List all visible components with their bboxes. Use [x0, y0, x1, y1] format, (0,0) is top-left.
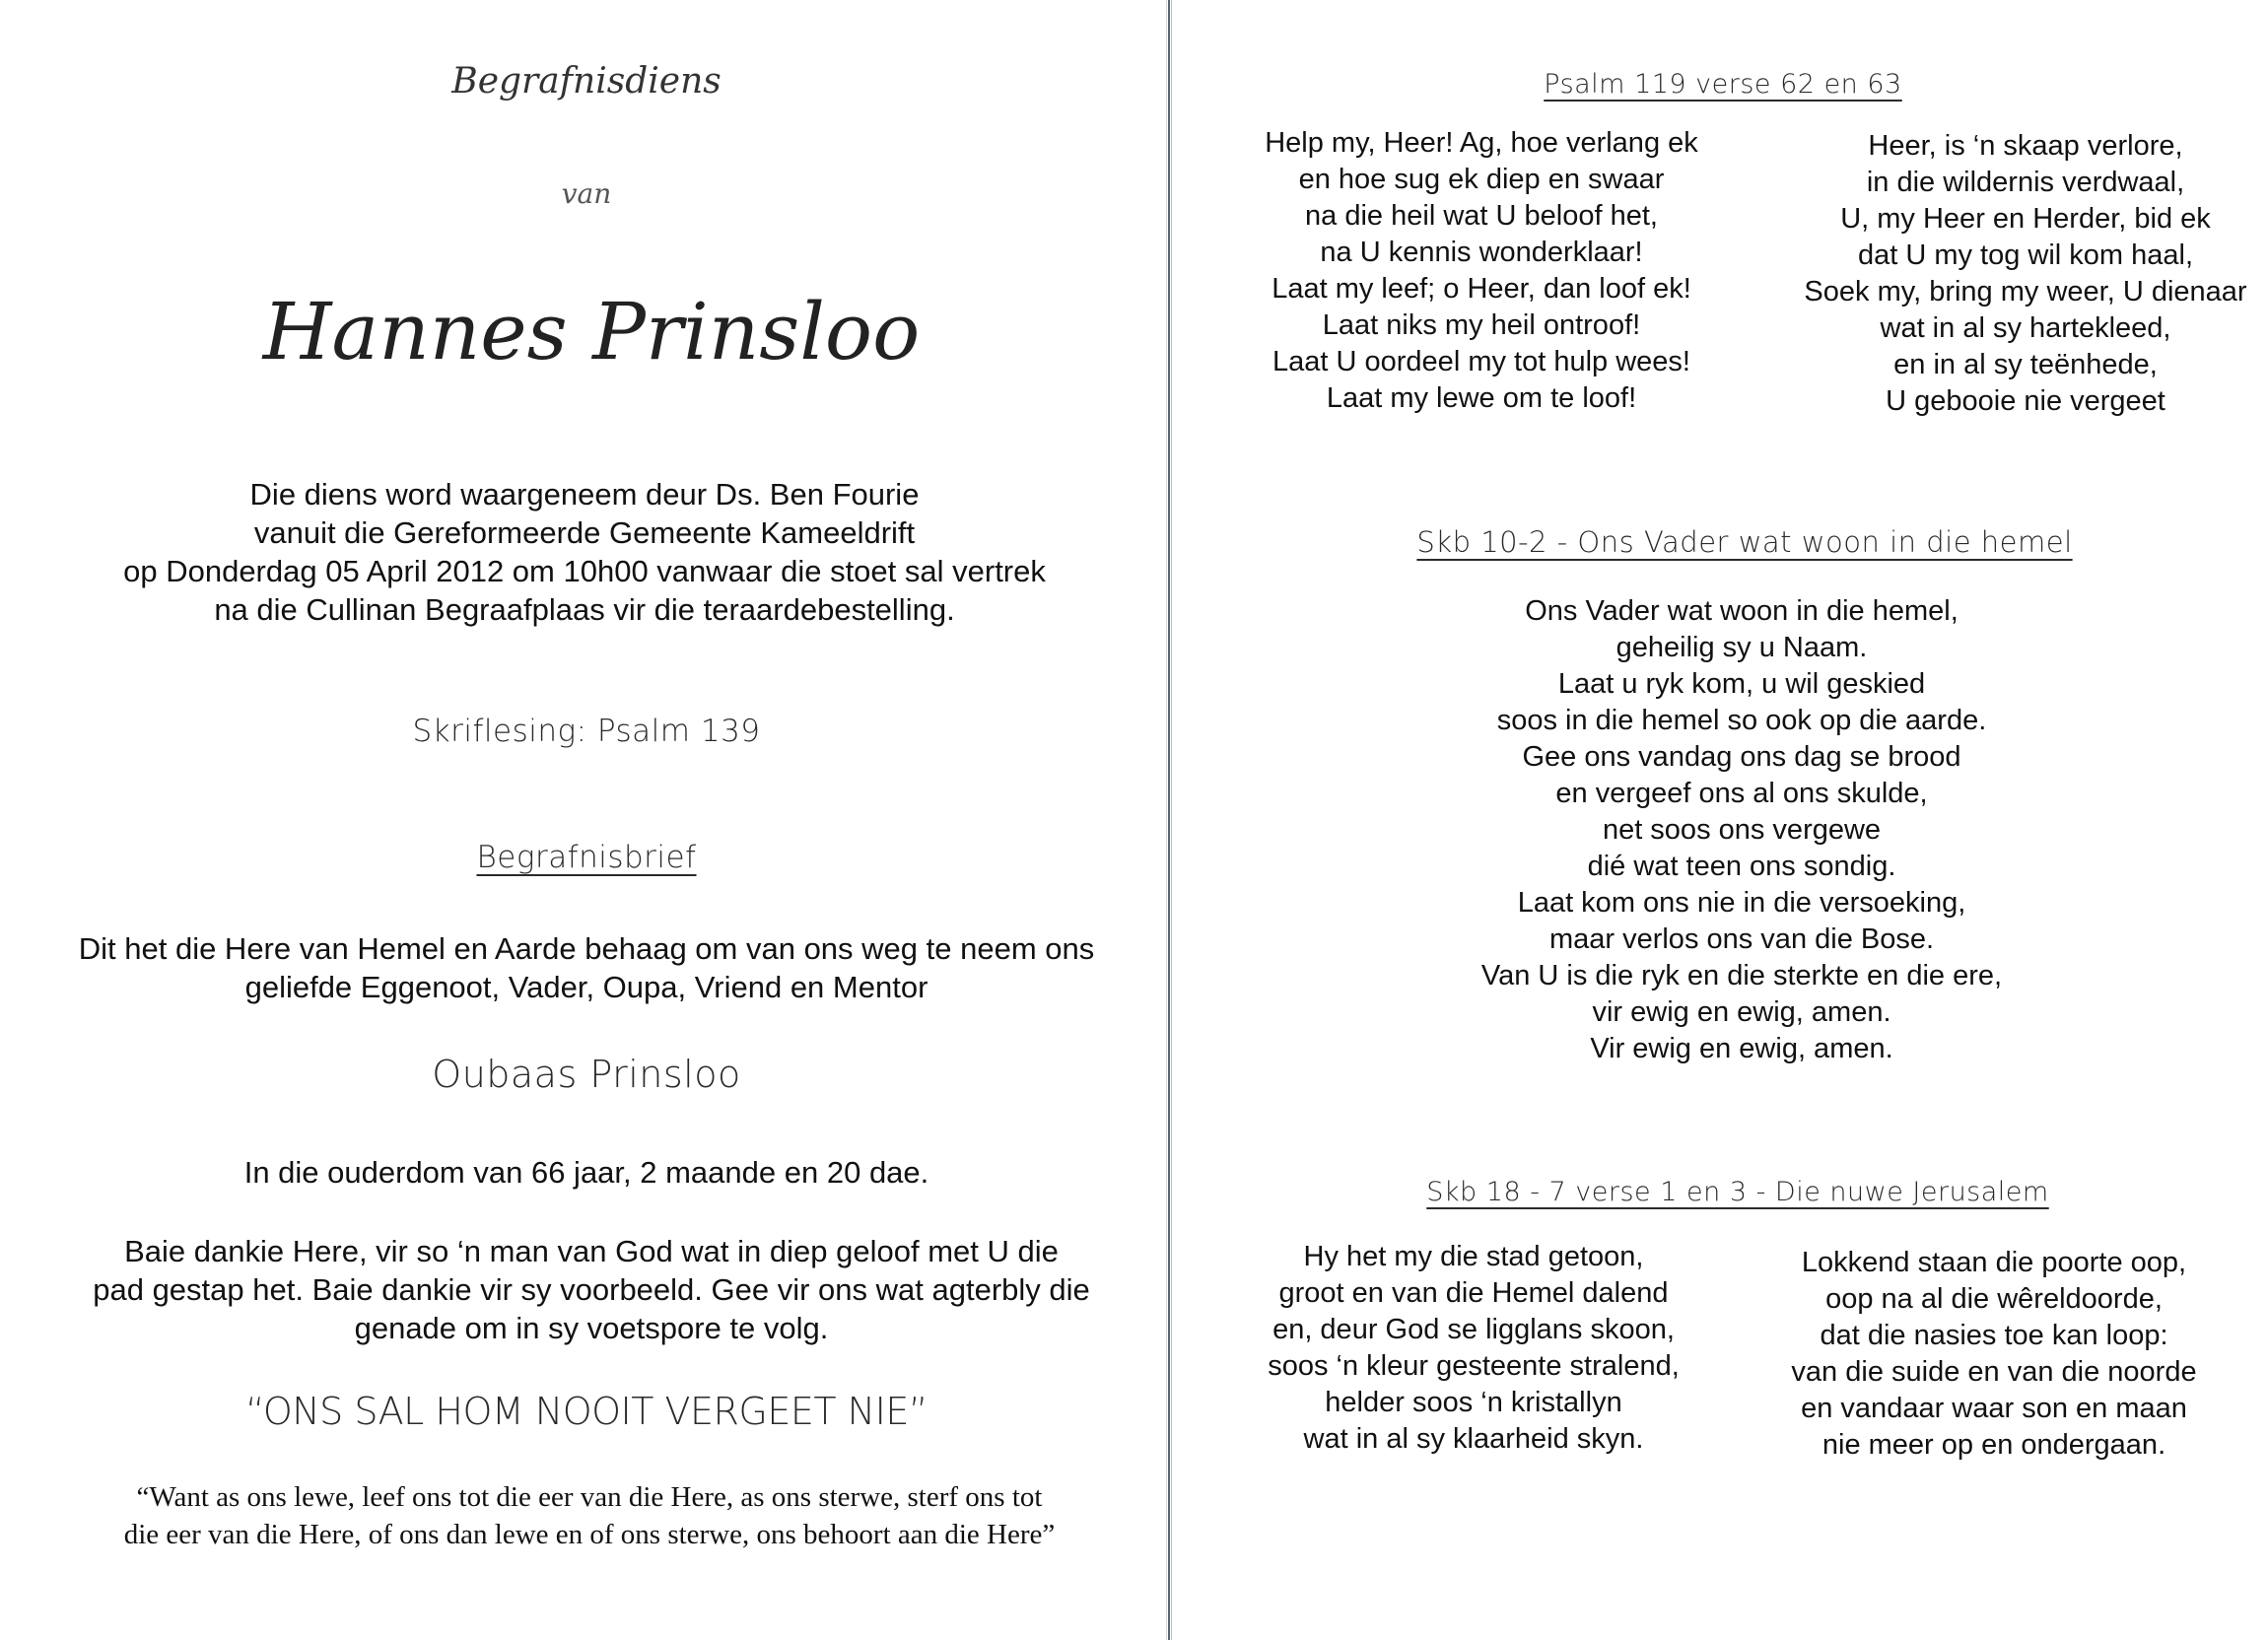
nickname: Oubaas Prinsloo — [432, 1053, 741, 1096]
hymn-line: nie meer op en ondergaan. — [1821, 1429, 2166, 1461]
prayer-line: soos in die hemel so ook op die aarde. — [1496, 705, 1987, 736]
hymn-line: en, deur God se ligglans skoon, — [1272, 1314, 1675, 1345]
service-line: Die diens word waargeneem deur Ds. Ben Fourie — [249, 477, 920, 512]
verse-line: Laat U oordeel my tot hulp wees! — [1272, 346, 1690, 377]
verse-line: en hoe sug ek diep en swaar — [1298, 164, 1665, 195]
thanks-line: pad gestap het. Baie dankie vir sy voorbeeld. Gee vir ons wat agterbly die — [93, 1272, 1090, 1307]
hymn-line: helder soos ‘n kristallyn — [1325, 1387, 1622, 1418]
hymn-line: en vandaar waar son en maan — [1801, 1393, 2187, 1424]
prayer-line: en vergeef ons al ons skulde, — [1555, 778, 1928, 809]
verse-line: Help my, Heer! Ag, hoe verlang ek — [1265, 127, 1698, 159]
verse-line: Soek my, bring my weer, U dienaar — [1804, 276, 2247, 308]
hymn-line: oop na al die wêreldoorde, — [1825, 1283, 2163, 1315]
right-page — [1178, 0, 2268, 1640]
verse-line: U, my Heer en Herder, bid ek — [1840, 203, 2211, 235]
service-line: vanuit die Gereformeerde Gemeente Kameeldrift — [253, 515, 916, 550]
psalm-column-2 — [1804, 128, 2246, 420]
scripture-reading: Skriflesing: Psalm 139 — [412, 714, 761, 749]
verse-line: dat U my tog wil kom haal, — [1857, 239, 2194, 271]
hymn-column-1 — [1268, 1239, 1680, 1458]
quote-line: “Want as ons lewe, leef ons tot die eer van die Here, as ons sterwe, sterf ons tot — [136, 1481, 1043, 1513]
thanks-line: Baie dankie Here, vir so ‘n man van God wat in diep geloof met U die — [124, 1234, 1059, 1268]
service-details — [123, 475, 1046, 629]
verse-line: en in al sy teënhede, — [1893, 349, 2158, 380]
prayer-line: Vir ewig en ewig, amen. — [1590, 1033, 1893, 1064]
prayer-text — [1481, 593, 2002, 1067]
prayer-line: Laat kom ons nie in die versoeking, — [1517, 887, 1966, 919]
verse-line: Heer, is ‘n skaap verlore, — [1868, 130, 2183, 162]
bible-quote — [124, 1478, 1056, 1553]
hymn-line: groot en van die Hemel dalend — [1278, 1277, 1669, 1309]
psalm-heading: Psalm 119 verse 62 en 63 — [1544, 69, 1902, 100]
deceased-name: Hannes Prinsloo — [262, 286, 921, 377]
service-heading: Begrafnisdiens — [451, 61, 722, 102]
hymn-line: dat die nasies toe kan loop: — [1820, 1320, 2168, 1351]
motto: “ONS SAL HOM NOOIT VERGEET NIE” — [244, 1390, 928, 1433]
letter-line: geliefde Eggenoot, Vader, Oupa, Vriend en Mentor — [244, 970, 928, 1004]
prayer-line: Van U is die ryk en die sterkte en die ere, — [1480, 960, 2003, 991]
service-line: na die Cullinan Begraafplaas vir die teraardebestelling. — [214, 592, 955, 627]
hymn-column-2 — [1791, 1245, 2196, 1464]
hymn-line: Hy het my die stad getoon, — [1303, 1241, 1644, 1272]
thanks-text — [93, 1232, 1090, 1347]
prayer-line: net soos ons vergewe — [1602, 814, 1882, 846]
hymn-line: soos ‘n kleur gesteente stralend, — [1268, 1350, 1680, 1382]
verse-line: na U kennis wonderklaar! — [1320, 237, 1643, 268]
hymn-line: wat in al sy klaarheid skyn. — [1303, 1423, 1644, 1455]
service-line: op Donderdag 05 April 2012 om 10h00 vanwaar die stoet sal vertrek — [123, 554, 1046, 588]
quote-line: die eer van die Here, of ons dan lewe en of ons sterwe, ons behoort aan die Here” — [123, 1519, 1056, 1550]
hymn-line: van die suide en van die noorde — [1791, 1356, 2197, 1388]
prayer-line: maar verlos ons van die Bose. — [1548, 923, 1935, 955]
age-line: In die ouderdom van 66 jaar, 2 maande en 20 dae. — [243, 1155, 929, 1190]
psalm-column-1 — [1265, 125, 1698, 417]
prayer-line: vir ewig en ewig, amen. — [1592, 996, 1891, 1028]
prayer-line: Gee ons vandag ons dag se brood — [1522, 741, 1961, 773]
prayer-line: Laat u ryk kom, u wil geskied — [1557, 668, 1926, 700]
van-label: van — [561, 177, 612, 210]
prayer-line: geheilig sy u Naam. — [1615, 632, 1868, 663]
prayer-line: Ons Vader wat woon in die hemel, — [1525, 595, 1959, 627]
verse-line: U gebooie nie vergeet — [1886, 385, 2165, 417]
prayer-heading: Skb 10-2 - Ons Vader wat woon in die hemel — [1416, 525, 2073, 559]
page-fold — [1165, 0, 1175, 1640]
verse-line: Laat my leef; o Heer, dan loof ek! — [1271, 273, 1691, 305]
hymn-heading: Skb 18 - 7 verse 1 en 3 - Die nuwe Jerusalem — [1426, 1177, 2049, 1207]
letter-text — [79, 929, 1095, 1006]
verse-line: Laat niks my heil ontroof! — [1322, 309, 1641, 341]
verse-line: Laat my lewe om te loof! — [1326, 382, 1637, 414]
verse-line: in die wildernis verdwaal, — [1866, 167, 2185, 198]
thanks-line: genade om in sy voetspore te volg. — [354, 1311, 829, 1345]
letter-heading: Begrafnisbrief — [476, 840, 697, 875]
hymn-line: Lokkend staan die poorte oop, — [1801, 1247, 2187, 1278]
verse-line: wat in al sy hartekleed, — [1880, 312, 2171, 344]
prayer-line: dié wat teen ons sondig. — [1587, 851, 1896, 882]
letter-line: Dit het die Here van Hemel en Aarde behaag om van ons weg te neem ons — [78, 931, 1095, 966]
verse-line: na die heil wat U beloof het, — [1305, 200, 1658, 232]
